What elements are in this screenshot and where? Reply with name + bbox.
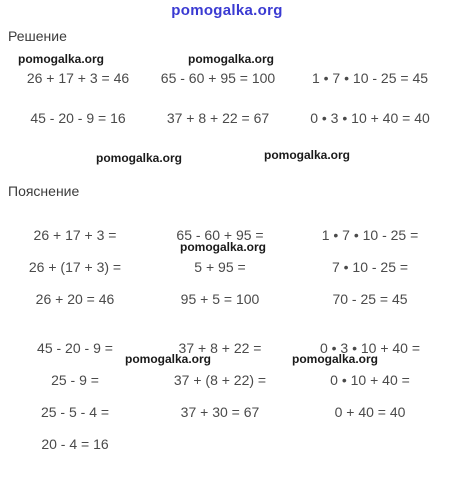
explanation-step: 1 • 7 • 10 - 25 = [321, 227, 419, 243]
watermark: pomogalka.org [18, 52, 105, 66]
explanation-step: 20 - 4 = 16 [41, 436, 109, 452]
explanation-step: 25 - 9 = [51, 372, 99, 388]
explanation-step: 25 - 5 - 4 = [40, 404, 110, 420]
watermark: pomogalka.org [180, 240, 267, 254]
explanation-step: 37 + 8 + 22 = [178, 340, 262, 356]
explanation-step: 0 + 40 = 40 [334, 404, 406, 420]
solution-equation: 65 - 60 + 95 = 100 [160, 70, 276, 86]
solution-equation: 0 • 3 • 10 + 40 = 40 [310, 110, 430, 126]
explanation-step: 70 - 25 = 45 [332, 291, 408, 307]
explanation-step: 95 + 5 = 100 [180, 291, 260, 307]
watermark: pomogalka.org [96, 151, 183, 165]
explanation-step: 0 • 3 • 10 + 40 = [319, 340, 421, 356]
watermark: pomogalka.org [125, 352, 212, 366]
solution-equation: 26 + 17 + 3 = 46 [26, 70, 130, 86]
watermark: pomogalka.org [264, 148, 351, 162]
explanation-step: 26 + 17 + 3 = [33, 227, 117, 243]
watermark: pomogalka.org [188, 52, 275, 66]
explanation-step: 26 + (17 + 3) = [28, 259, 122, 275]
site-header-logo: pomogalka.org [171, 2, 283, 19]
solution-equation: 45 - 20 - 9 = 16 [30, 110, 126, 126]
explanation-step: 0 • 10 + 40 = [330, 372, 410, 388]
watermark: pomogalka.org [292, 352, 379, 366]
explanation-step: 26 + 20 = 46 [35, 291, 115, 307]
explanation-step: 45 - 20 - 9 = [37, 340, 113, 356]
explanation-step: 37 + (8 + 22) = [173, 372, 267, 388]
explanation-step: 37 + 30 = 67 [180, 404, 260, 420]
explanation-step: 5 + 95 = [194, 259, 246, 275]
explanation-step: 65 - 60 + 95 = [176, 227, 264, 243]
solution-equation: 37 + 8 + 22 = 67 [166, 110, 270, 126]
solution-title: Решение [8, 28, 67, 44]
explanation-step: 7 • 10 - 25 = [331, 259, 409, 275]
explanation-title: Пояснение [8, 183, 80, 199]
solution-equation: 1 • 7 • 10 - 25 = 45 [311, 70, 429, 86]
